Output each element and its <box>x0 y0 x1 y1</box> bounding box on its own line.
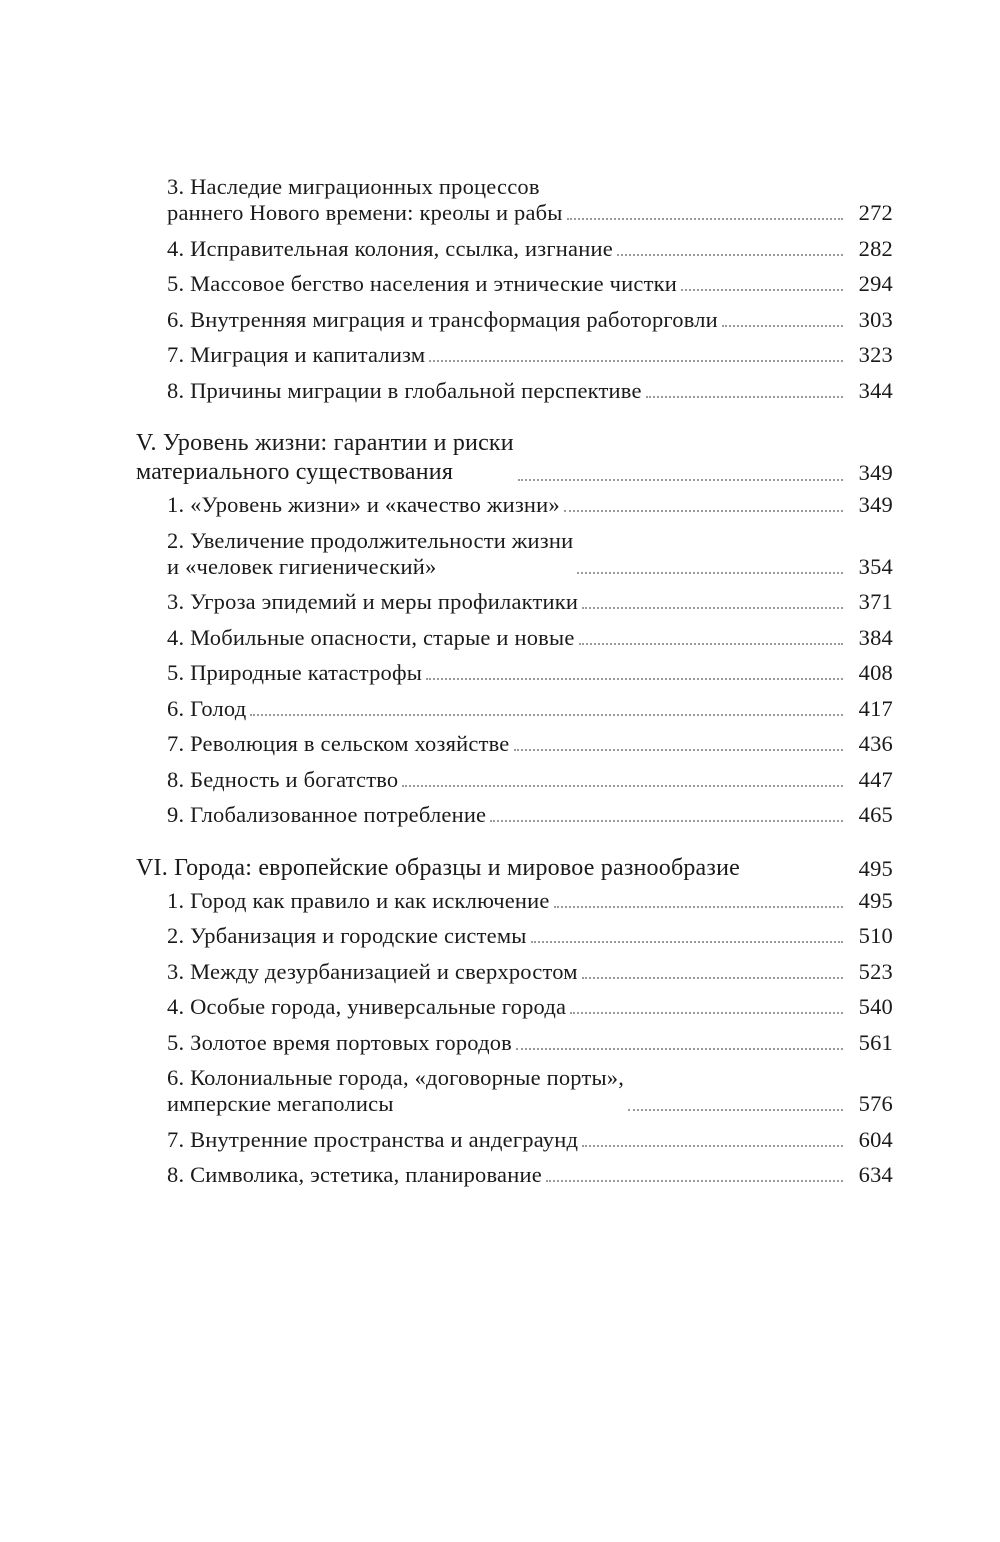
entry-title-line: 5. Природные катастрофы <box>167 660 423 685</box>
entry-title <box>167 994 566 1020</box>
dot-leader <box>582 1145 843 1147</box>
toc-chapter-entry[interactable] <box>136 854 893 883</box>
entry-title <box>167 271 677 297</box>
toc-subsection-entry[interactable] <box>136 1030 893 1056</box>
entry-title <box>167 888 550 914</box>
page-number: 303 <box>858 306 893 332</box>
entry-title-line: 8. Бедность и богатство <box>167 766 399 792</box>
entry-title-line: 5. Золотое время портовых городов <box>167 1029 512 1055</box>
entry-title-line: 7. Революция в сельском хозяйстве <box>167 731 510 756</box>
section-gap <box>136 413 893 429</box>
page-number: 495 <box>858 855 893 881</box>
entry-title-line: 5. Массовое бегство населения и этнические чистки <box>167 271 678 296</box>
page-number: 344 <box>858 377 893 403</box>
page-number: 323 <box>858 342 893 367</box>
dot-leader <box>490 820 843 822</box>
page-number: 510 <box>858 923 893 948</box>
entry-title-line: V. Уровень жизни: гарантии и риски <box>136 430 514 456</box>
entry-title-line: 7. Внутренние пространства и андеграунд <box>167 1126 579 1152</box>
toc-subsection-entry[interactable] <box>136 767 893 793</box>
entry-title <box>167 923 527 949</box>
page-number: 436 <box>858 731 893 756</box>
toc-subsection-entry[interactable] <box>136 589 893 615</box>
page-number: 604 <box>858 1126 893 1152</box>
entry-title <box>167 767 398 793</box>
entry-title-line: 6. Голод <box>167 695 247 721</box>
toc-group <box>136 174 893 404</box>
toc-group <box>136 429 893 828</box>
page-number: 523 <box>858 958 893 984</box>
page-number: 349 <box>858 492 893 517</box>
toc-subsection-entry[interactable] <box>136 660 893 686</box>
entry-title-line: 4. Мобильные опасности, старые и новые <box>167 624 575 650</box>
dot-leader <box>567 218 843 220</box>
dot-leader <box>577 572 843 574</box>
page-number: 408 <box>858 660 893 685</box>
entry-title-line: 1. Город как правило и как исключение <box>167 887 550 913</box>
entry-title-line: имперские мегаполисы <box>167 1091 394 1116</box>
toc-subsection-entry[interactable] <box>136 802 893 828</box>
entry-title-line: 2. Урбанизация и городские системы <box>167 923 527 948</box>
page-number: 272 <box>858 200 893 225</box>
page-number: 294 <box>858 271 893 296</box>
dot-leader <box>429 360 843 362</box>
entry-title <box>167 528 573 580</box>
dot-leader <box>722 325 843 327</box>
entry-title-line: 2. Увеличение продолжительности жизни <box>167 527 574 553</box>
table-of-contents <box>136 174 893 1198</box>
entry-title <box>167 1030 512 1056</box>
entry-title-line: 3. Наследие миграционных процессов <box>167 174 540 199</box>
page-number: 561 <box>858 1029 893 1055</box>
page-number: 354 <box>858 553 893 579</box>
entry-title-line: материального существования <box>136 459 454 485</box>
page-number: 417 <box>858 695 893 721</box>
entry-title-line: VI. Города: европейские образцы и мировое разнообразие <box>136 854 740 881</box>
toc-subsection-entry[interactable] <box>136 994 893 1020</box>
entry-title <box>167 589 578 615</box>
entry-title <box>167 236 613 262</box>
dot-leader <box>617 254 843 256</box>
entry-title <box>167 731 510 757</box>
page-number: 576 <box>858 1091 893 1116</box>
toc-chapter-entry[interactable] <box>136 429 893 487</box>
dot-leader <box>514 749 844 751</box>
entry-title <box>167 307 718 333</box>
dot-leader <box>628 1109 843 1111</box>
entry-title-line: 9. Глобализованное потребление <box>167 802 487 827</box>
toc-subsection-entry[interactable] <box>136 378 893 404</box>
entry-title-line: 4. Особые города, универсальные города <box>167 994 567 1019</box>
entry-title <box>167 959 578 985</box>
dot-leader <box>579 643 843 645</box>
entry-title <box>167 492 560 518</box>
toc-subsection-entry[interactable] <box>136 528 893 580</box>
dot-leader <box>646 396 843 398</box>
dot-leader <box>516 1048 843 1050</box>
toc-subsection-entry[interactable] <box>136 1065 893 1117</box>
dot-leader <box>564 510 843 512</box>
dot-leader <box>546 1180 843 1182</box>
dot-leader <box>402 785 843 787</box>
entry-title <box>167 1162 542 1188</box>
entry-title-line: 8. Символика, эстетика, планирование <box>167 1162 542 1187</box>
dot-leader <box>582 607 843 609</box>
entry-title <box>167 342 425 368</box>
dot-leader <box>426 678 843 680</box>
entry-title <box>167 1065 624 1117</box>
page-number: 282 <box>858 235 893 261</box>
entry-title <box>167 625 575 651</box>
entry-title <box>167 696 246 722</box>
entry-title-line: 6. Колониальные города, «договорные порты», <box>167 1065 625 1090</box>
page-number: 540 <box>858 994 893 1019</box>
dot-leader <box>681 289 843 291</box>
entry-title <box>167 1127 578 1153</box>
entry-title <box>167 378 642 404</box>
page-number: 465 <box>858 802 893 827</box>
toc-subsection-entry[interactable] <box>136 307 893 333</box>
toc-subsection-entry[interactable] <box>136 492 893 518</box>
entry-title-line: 8. Причины миграции в глобальной перспективе <box>167 377 642 403</box>
toc-subsection-entry[interactable] <box>136 1162 893 1188</box>
entry-title-line: раннего Нового времени: креолы и рабы <box>167 200 563 225</box>
entry-title <box>167 660 422 686</box>
entry-title-line: 6. Внутренняя миграция и трансформация работорговли <box>167 306 718 332</box>
page-number: 384 <box>858 624 893 650</box>
entry-title <box>167 802 486 828</box>
toc-subsection-entry[interactable] <box>136 174 893 226</box>
toc-subsection-entry[interactable] <box>136 236 893 262</box>
section-gap <box>136 838 893 854</box>
page-number: 349 <box>858 460 893 485</box>
toc-subsection-entry[interactable] <box>136 888 893 914</box>
entry-title <box>136 854 740 883</box>
dot-leader <box>582 977 843 979</box>
toc-subsection-entry[interactable] <box>136 923 893 949</box>
page-number: 371 <box>858 589 893 614</box>
entry-title-line: и «человек гигиенический» <box>167 553 437 579</box>
toc-subsection-entry[interactable] <box>136 959 893 985</box>
dot-leader <box>518 479 843 481</box>
page-number: 447 <box>858 766 893 792</box>
toc-subsection-entry[interactable] <box>136 696 893 722</box>
page-number: 634 <box>858 1162 893 1187</box>
dot-leader <box>570 1012 843 1014</box>
dot-leader <box>250 714 843 716</box>
toc-subsection-entry[interactable] <box>136 625 893 651</box>
entry-title-line: 1. «Уровень жизни» и «качество жизни» <box>167 492 560 517</box>
entry-title-line: 3. Между дезурбанизацией и сверхростом <box>167 958 578 984</box>
toc-subsection-entry[interactable] <box>136 271 893 297</box>
toc-group <box>136 854 893 1189</box>
toc-subsection-entry[interactable] <box>136 1127 893 1153</box>
entry-title-line: 7. Миграция и капитализм <box>167 342 426 367</box>
entry-title-line: 3. Угроза эпидемий и меры профилактики <box>167 589 579 614</box>
dot-leader <box>554 906 843 908</box>
page-number: 495 <box>858 887 893 913</box>
entry-title <box>167 174 563 226</box>
entry-title-line: 4. Исправительная колония, ссылка, изгнание <box>167 235 613 261</box>
toc-subsection-entry[interactable] <box>136 731 893 757</box>
entry-title <box>136 429 514 487</box>
dot-leader <box>531 941 843 943</box>
toc-subsection-entry[interactable] <box>136 342 893 368</box>
